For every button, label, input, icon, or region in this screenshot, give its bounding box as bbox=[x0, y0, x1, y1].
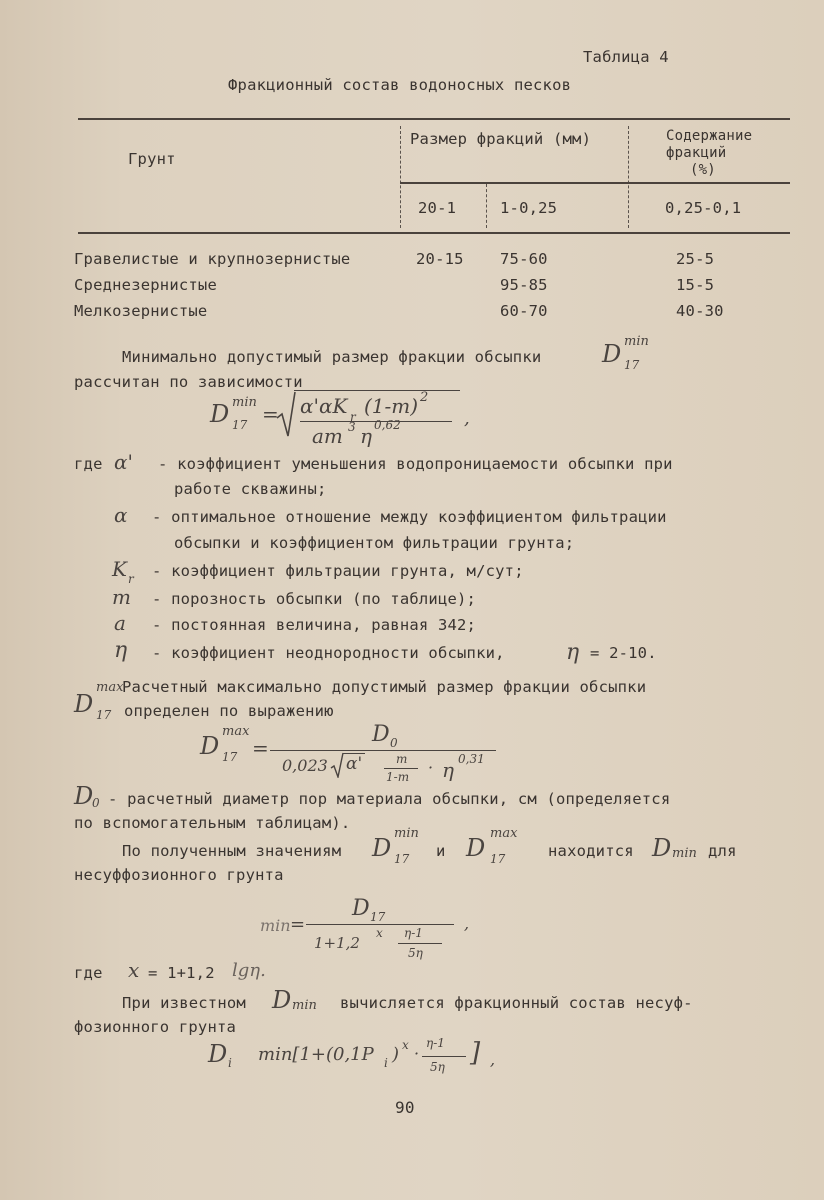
formula-denominator: 1+1,2 bbox=[314, 934, 360, 952]
math-symbol: D bbox=[74, 690, 94, 718]
subcol-header: 1-0,25 bbox=[500, 199, 558, 217]
paragraph: При известном bbox=[122, 994, 246, 1012]
math-sup: min bbox=[394, 826, 419, 841]
formula-denominator: 0,023 bbox=[282, 756, 328, 775]
formula-D: D bbox=[208, 1040, 228, 1068]
table-divider bbox=[628, 126, 629, 228]
formula-exp: 0,31 bbox=[458, 752, 485, 766]
math-symbol: D bbox=[602, 340, 622, 368]
math-sub: 17 bbox=[624, 358, 640, 372]
formula-denominator: η bbox=[442, 758, 454, 782]
def-text: - оптимальное отношение между коэффициентом фильтрации bbox=[152, 508, 667, 526]
def-symbol: a bbox=[114, 611, 126, 635]
formula-denominator: η bbox=[360, 424, 372, 448]
subcol-header: 0,25-0,1 bbox=[665, 199, 742, 217]
formula-frac-den: 5η bbox=[430, 1060, 445, 1074]
formula-sub: 17 bbox=[222, 750, 238, 764]
paragraph: вычисляется фракционный состав несуф- bbox=[340, 994, 693, 1012]
fraction-bar bbox=[422, 1056, 466, 1057]
paragraph: = 1+1,2 bbox=[148, 964, 215, 982]
paragraph: рассчитан по зависимости bbox=[74, 373, 303, 391]
fraction-bar bbox=[306, 924, 454, 925]
table-cell: 40-30 bbox=[676, 302, 724, 320]
math-sub: 0 bbox=[92, 796, 100, 810]
formula-body: ) bbox=[392, 1044, 400, 1065]
col-soil-header: Грунт bbox=[128, 150, 176, 168]
formula-equals: = bbox=[290, 914, 306, 935]
table-cell: 95-85 bbox=[500, 276, 548, 294]
col-size-header: Размер фракций (мм) bbox=[410, 130, 592, 148]
table-row-name: Среднезернистые bbox=[74, 276, 217, 294]
fraction-bar bbox=[270, 750, 496, 751]
def-text: - коэффициент неоднородности обсыпки, bbox=[152, 644, 505, 662]
math-sub: 17 bbox=[96, 708, 112, 722]
table-top-rule bbox=[78, 118, 790, 120]
table-label: Таблица 4 bbox=[583, 48, 669, 66]
formula-equals: = bbox=[252, 736, 269, 760]
formula-equals: = bbox=[262, 402, 279, 426]
formula-denominator: am bbox=[312, 424, 343, 448]
formula-numerator: D bbox=[372, 722, 390, 747]
math-sup: max bbox=[96, 680, 124, 695]
formula-body: min[1+(0,1P bbox=[258, 1044, 374, 1065]
formula-exp: x bbox=[376, 926, 383, 940]
col-content-header: (%) bbox=[690, 162, 716, 178]
def-text: = 2-10. bbox=[590, 644, 657, 662]
def-text: работе скважины; bbox=[174, 480, 327, 498]
formula-numerator: D bbox=[352, 896, 370, 921]
def-symbol: α bbox=[114, 503, 128, 527]
formula-numerator: α'αK bbox=[300, 394, 348, 418]
math-sup: max bbox=[490, 826, 518, 841]
paragraph: фозионного грунта bbox=[74, 1018, 237, 1036]
paragraph: определен по выражению bbox=[124, 702, 334, 720]
fraction-bar bbox=[384, 768, 418, 769]
formula-sub: i bbox=[384, 1056, 388, 1070]
def-text: - постоянная величина, равная 342; bbox=[152, 616, 477, 634]
formula-denominator: α' bbox=[346, 754, 363, 774]
col-content-header: фракций bbox=[666, 145, 727, 161]
where-label: где bbox=[74, 455, 103, 473]
math-symbol: D bbox=[272, 986, 292, 1014]
table-cell: 20-15 bbox=[416, 250, 464, 268]
formula-dot: · bbox=[428, 758, 434, 777]
formula-exp: 3 bbox=[348, 420, 356, 434]
table-cell: 75-60 bbox=[500, 250, 548, 268]
table-row-name: Мелкозернистые bbox=[74, 302, 208, 320]
formula-numerator: (1-m) bbox=[364, 394, 419, 418]
math-symbol: D bbox=[466, 834, 486, 862]
math-symbol: D bbox=[74, 782, 94, 810]
subcol-header: 20-1 bbox=[418, 199, 457, 217]
math-sub: 17 bbox=[394, 852, 410, 866]
formula-sub: 0 bbox=[390, 736, 398, 750]
table-cell: 25-5 bbox=[676, 250, 715, 268]
formula-sub: i bbox=[228, 1056, 232, 1070]
formula-comma: , bbox=[490, 1050, 496, 1069]
formula-comma: , bbox=[464, 408, 470, 429]
fraction-bar bbox=[398, 943, 442, 944]
formula-frac-den: 5η bbox=[408, 946, 423, 960]
formula-sub: r bbox=[350, 410, 356, 424]
paragraph: Минимально допустимый размер фракции обсыпки bbox=[122, 348, 542, 366]
formula-sub: 17 bbox=[232, 418, 248, 432]
def-symbol: η bbox=[566, 640, 580, 665]
formula-lhs: min bbox=[260, 916, 291, 935]
paragraph: Расчетный максимально допустимый размер фракции обсыпки bbox=[122, 678, 647, 696]
paragraph: находится bbox=[548, 842, 634, 860]
formula-sub: 17 bbox=[370, 910, 386, 924]
formula-frac-den: 1-m bbox=[386, 770, 410, 784]
table-divider bbox=[400, 126, 401, 228]
math-sub: min bbox=[672, 846, 697, 861]
paragraph: По полученным значениям bbox=[122, 842, 342, 860]
paragraph: несуффозионного грунта bbox=[74, 866, 284, 884]
formula-exp: 0,62 bbox=[374, 418, 401, 432]
math-symbol: x bbox=[128, 958, 140, 982]
math-symbol: D bbox=[372, 834, 392, 862]
sqrt-bar bbox=[294, 390, 460, 391]
paragraph: по вспомогательным таблицам). bbox=[74, 814, 351, 832]
where-label: где bbox=[74, 964, 103, 982]
formula-frac-num: m bbox=[396, 752, 408, 766]
def-symbol: m bbox=[112, 585, 131, 609]
def-symbol: K bbox=[112, 557, 127, 581]
table-cell: 15-5 bbox=[676, 276, 715, 294]
def-text: - коэффициент фильтрации грунта, м/сут; bbox=[152, 562, 524, 580]
formula-dot: · bbox=[414, 1044, 420, 1063]
math-sub: min bbox=[292, 998, 317, 1013]
formula-exp: x bbox=[402, 1038, 409, 1052]
table-cell: 60-70 bbox=[500, 302, 548, 320]
sqrt-sign bbox=[330, 752, 344, 778]
table-row-name: Гравелистые и крупнозернистые bbox=[74, 250, 351, 268]
formula-sup: max bbox=[222, 724, 250, 739]
formula-comma: , bbox=[464, 914, 470, 933]
def-sub: r bbox=[128, 572, 134, 586]
formula-frac-num: η-1 bbox=[426, 1036, 445, 1050]
paragraph: для bbox=[708, 842, 737, 860]
col-content-header: Содержание bbox=[666, 128, 753, 144]
table-header-rule bbox=[78, 232, 790, 234]
math-symbol: D bbox=[652, 834, 672, 862]
math-sup: min bbox=[624, 334, 649, 349]
formula-D: D bbox=[200, 732, 220, 760]
math-symbol: lgη. bbox=[232, 960, 266, 981]
math-sub: 17 bbox=[490, 852, 506, 866]
table-title: Фракционный состав водоносных песков bbox=[228, 76, 572, 94]
formula-D: D bbox=[210, 400, 230, 428]
formula-exp: 2 bbox=[420, 390, 429, 405]
def-text: - порозность обсыпки (по таблице); bbox=[152, 590, 477, 608]
paragraph: и bbox=[436, 842, 446, 860]
def-text: - коэффициент уменьшения водопроницаемости обсыпки при bbox=[158, 455, 673, 473]
formula-frac-num: η-1 bbox=[404, 926, 423, 940]
formula-bracket: ] bbox=[470, 1038, 481, 1068]
def-symbol: η bbox=[114, 638, 128, 663]
page-number: 90 bbox=[395, 1098, 415, 1117]
table-mid-rule bbox=[400, 182, 790, 184]
sqrt-sign bbox=[276, 390, 296, 438]
def-symbol: α' bbox=[114, 450, 134, 474]
paragraph: - расчетный диаметр пор материала обсыпки, см (определяется bbox=[108, 790, 671, 808]
formula-sup: min bbox=[232, 395, 257, 410]
def-text: обсыпки и коэффициентом фильтрации грунта; bbox=[174, 534, 575, 552]
table-divider bbox=[486, 184, 487, 228]
